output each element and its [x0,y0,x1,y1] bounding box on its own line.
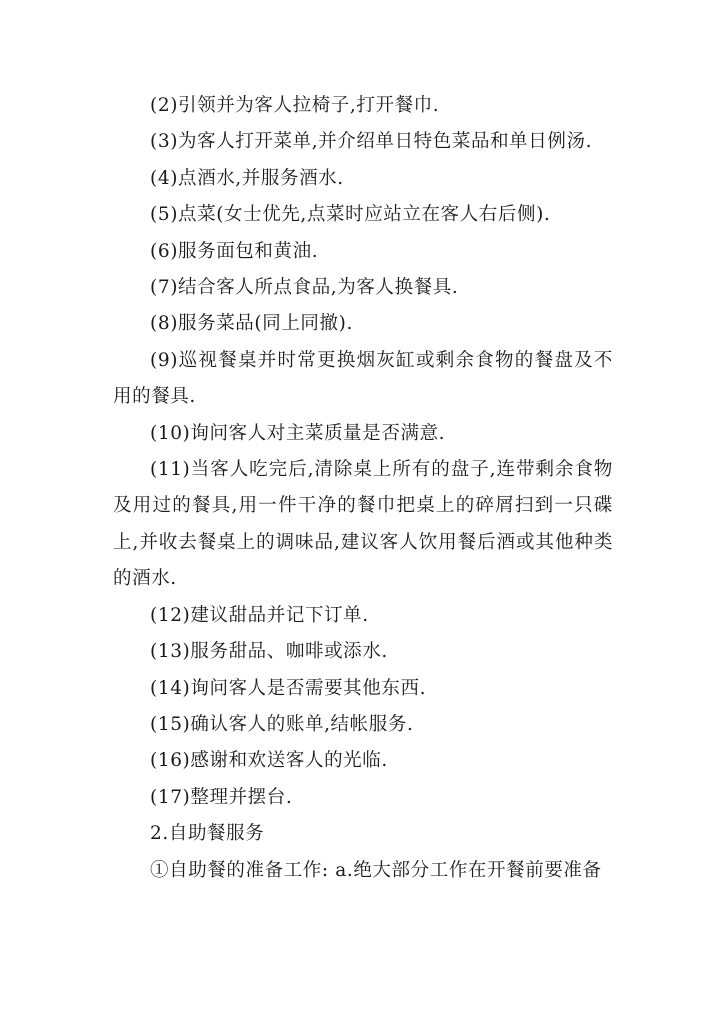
paragraph-item-2: (2)引领并为客人拉椅子,打开餐巾. [150,95,440,116]
paragraph-item-15: (15)确认客人的账单,结帐服务. [150,713,414,735]
paragraph-item-4: (4)点酒水,并服务酒水. [150,167,344,189]
paragraph-item-17: (17)整理并摆台. [150,786,293,808]
paragraph-item-6: (6)服务面包和黄油. [150,240,319,262]
document-body [113,88,613,889]
paragraph-buffet-preparation: ①自助餐的准备工作: a.绝大部分工作在开餐前要准备 [150,859,602,881]
paragraph-item-9: (9)巡视餐桌并时常更换烟灰缸或剩余食物的餐盘及不用的餐具. [113,349,613,408]
paragraph-item-8: (8)服务菜品(同上同撤). [150,313,353,335]
paragraph-item-12: (12)建议甜品并记下订单. [150,604,369,626]
paragraph-item-3: (3)为客人打开菜单,并介绍单日特色菜品和单日例汤. [150,131,593,153]
paragraph-item-7: (7)结合客人所点食品,为客人换餐具. [150,277,459,299]
paragraph-item-16: (16)感谢和欢送客人的光临. [150,750,388,772]
paragraph-item-14: (14)询问客人是否需要其他东西. [150,677,427,699]
paragraph-item-10: (10)询问客人对主菜质量是否满意. [150,422,446,444]
section-heading-buffet-service: 2.自助餐服务 [150,823,265,845]
paragraph-item-11: (11)当客人吃完后,清除桌上所有的盘子,连带剩余食物及用过的餐具,用一件干净的餐巾把桌上的碎屑扫到一只碟上,并收去餐桌上的调味品,建议客人饮用餐后酒或其他种类的酒水. [113,459,613,590]
paragraph-item-13: (13)服务甜品、咖啡或添水. [150,641,388,663]
paragraph-item-5: (5)点菜(女士优先,点菜时应站立在客人右后侧). [150,204,551,226]
